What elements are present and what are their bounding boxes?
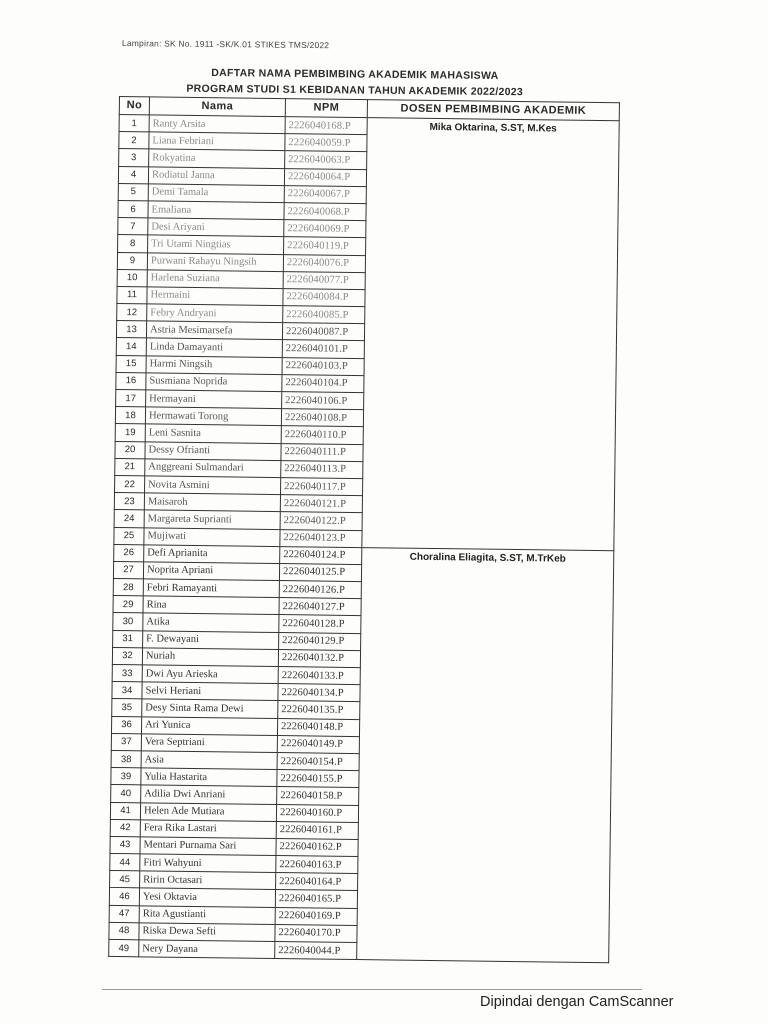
cell-no: 9 — [117, 252, 147, 270]
cell-nama: Helen Ade Mutiara — [140, 802, 276, 821]
cell-npm: 2226040068.P — [284, 203, 366, 221]
cell-no: 43 — [110, 836, 140, 854]
cell-npm: 2226040149.P — [277, 735, 359, 753]
cell-npm: 2226040059.P — [285, 134, 367, 152]
cell-npm: 2226040108.P — [281, 409, 363, 427]
cell-no: 20 — [115, 441, 145, 459]
cell-no: 40 — [111, 785, 141, 803]
cell-npm: 2226040044.P — [275, 942, 357, 960]
cell-npm: 2226040085.P — [283, 306, 365, 324]
attachment-reference: Lampiran: SK No. 1911 -SK/K.01 STIKES TMS/2022 — [121, 38, 330, 51]
cell-nama: Asia — [141, 751, 277, 770]
cell-no: 6 — [118, 200, 148, 218]
cell-no: 22 — [115, 475, 145, 493]
cell-npm: 2226040162.P — [276, 838, 358, 856]
cell-nama: Dessy Ofrianti — [145, 441, 281, 460]
cell-nama: Rita Agustianti — [139, 905, 275, 924]
cell-no: 49 — [109, 939, 139, 957]
cell-no: 7 — [118, 218, 148, 236]
cell-npm: 2226040134.P — [278, 684, 360, 702]
cell-nama: Leni Sasnita — [145, 424, 281, 443]
cell-nama: Vera Septriani — [141, 734, 277, 753]
cell-no: 18 — [115, 407, 145, 425]
cell-no: 12 — [117, 304, 147, 322]
cell-nama: Dwi Ayu Arieska — [142, 665, 278, 684]
cell-no: 16 — [116, 372, 146, 390]
cell-npm: 2226040110.P — [281, 426, 363, 444]
cell-nama: Margareta Suprianti — [144, 510, 280, 529]
cell-no: 44 — [110, 854, 140, 872]
cell-no: 8 — [118, 235, 148, 253]
cell-npm: 2226040135.P — [278, 701, 360, 719]
cell-npm: 2226040132.P — [278, 649, 360, 667]
cell-npm: 2226040117.P — [281, 477, 363, 495]
cell-no: 29 — [113, 596, 143, 614]
cell-no: 19 — [115, 424, 145, 442]
advisor-table-wrapper — [108, 96, 619, 963]
cell-npm: 2226040127.P — [279, 598, 361, 616]
cell-nama: Linda Damayanti — [146, 338, 282, 357]
cell-no: 21 — [115, 458, 145, 476]
cell-npm: 2226040111.P — [281, 443, 363, 461]
cell-nama: Emaliana — [148, 201, 284, 220]
column-header-npm: NPM — [285, 99, 367, 118]
cell-nama: Febri Ramayanti — [143, 579, 279, 598]
cell-nama: Riska Dewa Sefti — [139, 923, 275, 942]
cell-npm: 2226040133.P — [278, 667, 360, 685]
cell-npm: 2226040148.P — [277, 718, 359, 736]
camscanner-mark: Dipindai dengan CamScanner — [480, 994, 674, 1010]
cell-npm: 2226040123.P — [280, 529, 362, 547]
cell-nama: Yesi Oktavia — [139, 888, 275, 907]
cell-no: 17 — [116, 389, 146, 407]
cell-no: 45 — [110, 871, 140, 889]
cell-nama: Mentari Purnama Sari — [140, 837, 276, 856]
cell-nama: Maisaroh — [144, 493, 280, 512]
cell-no: 13 — [116, 321, 146, 339]
cell-nama: Fera Rika Lastari — [140, 820, 276, 839]
cell-no: 2 — [119, 132, 149, 150]
cell-no: 46 — [109, 888, 139, 906]
cell-no: 36 — [111, 716, 141, 734]
cell-npm: 2226040155.P — [277, 770, 359, 788]
cell-no: 34 — [112, 682, 142, 700]
cell-nama: Novita Asmini — [145, 476, 281, 495]
cell-nama: Harmi Ningsih — [146, 355, 282, 374]
cell-no: 33 — [112, 664, 142, 682]
cell-nama: Febry Andryani — [147, 304, 283, 323]
advisor-cell: Mika Oktarina, S.ST, M.Kes — [362, 118, 619, 551]
cell-npm: 2226040124.P — [280, 546, 362, 564]
document-title — [120, 64, 590, 101]
cell-npm: 2226040165.P — [275, 890, 357, 908]
cell-npm: 2226040163.P — [276, 856, 358, 874]
cell-no: 5 — [118, 183, 148, 201]
cell-nama: Nery Dayana — [139, 940, 275, 959]
cell-no: 15 — [116, 355, 146, 373]
cell-no: 32 — [112, 647, 142, 665]
cell-nama: Desi Ariyani — [148, 218, 284, 237]
cell-nama: Noprita Apriani — [143, 562, 279, 581]
cell-nama: Fitri Wahyuni — [140, 854, 276, 873]
cell-npm: 2226040087.P — [282, 323, 364, 341]
cell-npm: 2226040113.P — [281, 460, 363, 478]
cell-npm: 2226040064.P — [284, 168, 366, 186]
cell-no: 23 — [114, 493, 144, 511]
cell-nama: F. Dewayani — [143, 630, 279, 649]
cell-no: 37 — [111, 733, 141, 751]
cell-nama: Liana Febriani — [149, 132, 285, 151]
cell-nama: Defi Aprianita — [144, 545, 280, 564]
cell-nama: Atika — [143, 613, 279, 632]
column-header-nama: Nama — [149, 97, 285, 117]
cell-nama: Hermaini — [147, 287, 283, 306]
advisor-table — [108, 96, 620, 963]
cell-nama: Harlena Suziana — [147, 270, 283, 289]
advisor-cell: Choralina Eliagita, S.ST, M.TrKeb — [357, 547, 614, 963]
cell-npm: 2226040069.P — [284, 220, 366, 238]
cell-no: 26 — [114, 544, 144, 562]
cell-npm: 2226040125.P — [279, 563, 361, 581]
cell-npm: 2226040104.P — [282, 374, 364, 392]
cell-npm: 2226040122.P — [280, 512, 362, 530]
cell-no: 11 — [117, 286, 147, 304]
cell-no: 41 — [110, 802, 140, 820]
cell-no: 39 — [111, 768, 141, 786]
cell-no: 35 — [112, 699, 142, 717]
title-line-2: PROGRAM STUDI S1 KEBIDANAN TAHUN AKADEMIK 2022/2023 — [186, 82, 524, 99]
cell-no: 42 — [110, 819, 140, 837]
table-body — [109, 115, 620, 963]
cell-npm: 2226040129.P — [279, 632, 361, 650]
cell-npm: 2226040101.P — [282, 340, 364, 358]
cell-no: 14 — [116, 338, 146, 356]
cell-npm: 2226040106.P — [282, 392, 364, 410]
cell-npm: 2226040160.P — [276, 804, 358, 822]
cell-nama: Susmiana Noprida — [146, 373, 282, 392]
cell-nama: Desy Sinta Rama Dewi — [142, 699, 278, 718]
cell-npm: 2226040121.P — [280, 495, 362, 513]
cell-npm: 2226040164.P — [276, 873, 358, 891]
cell-npm: 2226040126.P — [279, 581, 361, 599]
cell-npm: 2226040128.P — [279, 615, 361, 633]
cell-no: 10 — [117, 269, 147, 287]
cell-no: 3 — [119, 149, 149, 167]
cell-nama: Adilia Dwi Anriani — [141, 785, 277, 804]
cell-npm: 2226040103.P — [282, 357, 364, 375]
cell-no: 27 — [113, 561, 143, 579]
cell-no: 47 — [109, 905, 139, 923]
cell-npm: 2226040067.P — [284, 185, 366, 203]
cell-no: 28 — [113, 579, 143, 597]
cell-no: 31 — [113, 630, 143, 648]
cell-nama: Purwani Rahayu Ningsih — [147, 252, 283, 271]
cell-nama: Rokyatina — [149, 149, 285, 168]
cell-nama: Ari Yunica — [141, 716, 277, 735]
cell-no: 25 — [114, 527, 144, 545]
cell-no: 1 — [119, 115, 149, 133]
cell-nama: Hermayani — [146, 390, 282, 409]
cell-nama: Ririn Octasari — [140, 871, 276, 890]
cell-no: 24 — [114, 510, 144, 528]
cell-npm: 2226040077.P — [283, 271, 365, 289]
cell-nama: Ranty Arsita — [149, 115, 285, 134]
cell-npm: 2226040063.P — [285, 151, 367, 169]
cell-no: 48 — [109, 922, 139, 940]
cell-nama: Demi Tamala — [148, 184, 284, 203]
cell-npm: 2226040168.P — [285, 117, 367, 135]
cell-no: 4 — [118, 166, 148, 184]
cell-npm: 2226040158.P — [277, 787, 359, 805]
cell-npm: 2226040169.P — [275, 907, 357, 925]
cell-nama: Nuriah — [142, 648, 278, 667]
cell-nama: Hermawati Torong — [145, 407, 281, 426]
column-header-no: No — [119, 97, 149, 115]
cell-no: 38 — [111, 750, 141, 768]
cell-nama: Tri Utami Ningtias — [148, 235, 284, 254]
column-header-dosen: DOSEN PEMBIMBING AKADEMIK — [367, 100, 619, 121]
cell-nama: Astria Mesimarsefa — [146, 321, 282, 340]
cell-nama: Anggreani Sulmandari — [145, 459, 281, 478]
cell-npm: 2226040119.P — [284, 237, 366, 255]
cell-nama: Rina — [143, 596, 279, 615]
cell-nama: Selvi Heriani — [142, 682, 278, 701]
cell-npm: 2226040161.P — [276, 821, 358, 839]
cell-nama: Mujiwati — [144, 527, 280, 546]
cell-nama: Rodiatul Janna — [148, 166, 284, 185]
cell-npm: 2226040084.P — [283, 288, 365, 306]
cell-nama: Yulia Hastarita — [141, 768, 277, 787]
cell-npm: 2226040154.P — [277, 752, 359, 770]
cell-npm: 2226040170.P — [275, 924, 357, 942]
cell-no: 30 — [113, 613, 143, 631]
title-line-1: DAFTAR NAMA PEMBIMBING AKADEMIK MAHASISWA — [211, 66, 499, 82]
page-bottom-rule — [102, 989, 642, 990]
cell-npm: 2226040076.P — [283, 254, 365, 272]
